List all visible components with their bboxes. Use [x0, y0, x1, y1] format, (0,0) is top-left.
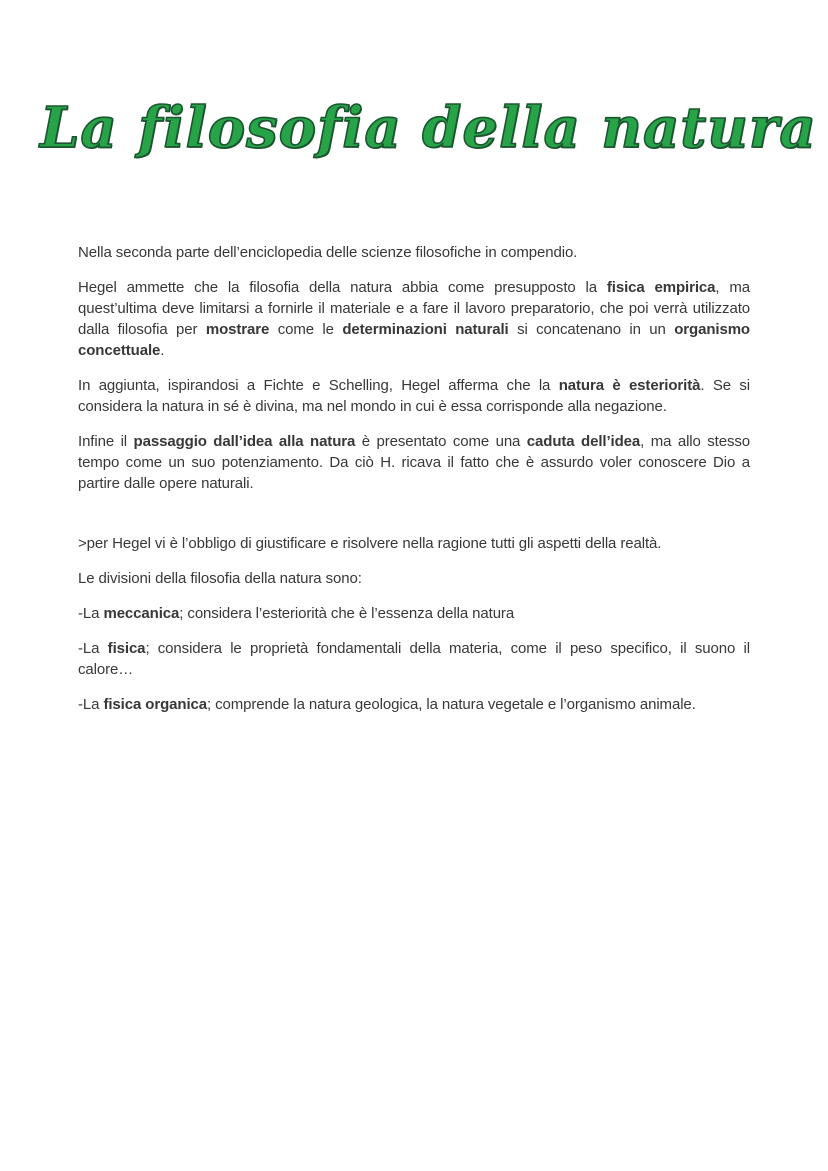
bold-text: caduta dell’idea — [526, 433, 641, 450]
text-run: Infine il — [78, 433, 134, 450]
bold-text: fisica — [107, 640, 146, 657]
bold-text: fisica organica — [103, 696, 207, 713]
text-run: si concatenano in un — [508, 321, 675, 338]
bold-text: meccanica — [103, 605, 180, 622]
text-run: Le divisioni della filosofia della natura sono: — [78, 570, 362, 587]
text-run: ; comprende la natura geologica, la natura vegetale e l’organismo animale. — [207, 696, 696, 713]
text-run: è presentato come una — [355, 433, 527, 450]
paragraph-passaggio-idea — [78, 431, 750, 494]
text-run: . — [160, 342, 165, 359]
paragraph-obbligo-ragione — [78, 533, 750, 554]
text-run: In aggiunta, ispirandosi a Fichte e Schelling, Hegel afferma che la — [78, 377, 559, 394]
text-run: . Se si considera la natura in sé è divina, ma nel mondo in cui è essa corrisponde alla negazione. — [78, 377, 750, 415]
bold-text: mostrare — [205, 321, 270, 338]
text-run: Nella seconda parte dell’enciclopedia delle scienze filosofiche in compendio. — [78, 244, 578, 261]
text-run: , ma quest’ultima deve limitarsi a fornirle il materiale e a fare il lavoro preparatorio, che poi verrà utilizzato dalla filosofia per — [78, 279, 750, 338]
text-run: Hegel ammette che la filosofia della natura abbia come presupposto la — [78, 279, 607, 296]
bold-text: natura è esteriorità — [558, 377, 701, 394]
text-run: come le — [269, 321, 343, 338]
text-run: -La — [78, 696, 104, 713]
text-run: ; considera le proprietà fondamentali della materia, come il peso specifico, il suono il calore… — [78, 640, 751, 678]
paragraph-divisioni-intro — [78, 568, 750, 589]
text-run: , ma allo stesso tempo come un suo potenziamento. Da ciò H. ricava il fatto che è assurdo voler conoscere Dio a partire dalle opere naturali. — [78, 433, 751, 492]
document-body — [78, 242, 750, 715]
bold-text: passaggio dall’idea alla natura — [133, 433, 356, 450]
text-run: >per Hegel vi è l’obbligo di giustificare e risolvere nella ragione tutti gli aspetti della realtà. — [78, 535, 662, 552]
bold-text: fisica empirica — [606, 279, 716, 296]
paragraph-divisione-fisica-organica — [78, 694, 750, 715]
paragraph-divisione-meccanica — [78, 603, 750, 624]
paragraph-intro — [78, 242, 750, 263]
text-run: -La — [78, 605, 104, 622]
text-run: -La — [78, 640, 108, 657]
bold-text: organismo concettuale — [78, 321, 750, 359]
bold-text: determinazioni naturali — [342, 321, 509, 338]
paragraph-divisione-fisica — [78, 638, 750, 680]
paragraph-natura-esteriorita — [78, 375, 750, 417]
text-run: ; considera l’esteriorità che è l’essenza della natura — [179, 605, 515, 622]
document-title: La filosofia della natura — [40, 95, 817, 161]
paragraph-fisica-empirica — [78, 277, 750, 361]
